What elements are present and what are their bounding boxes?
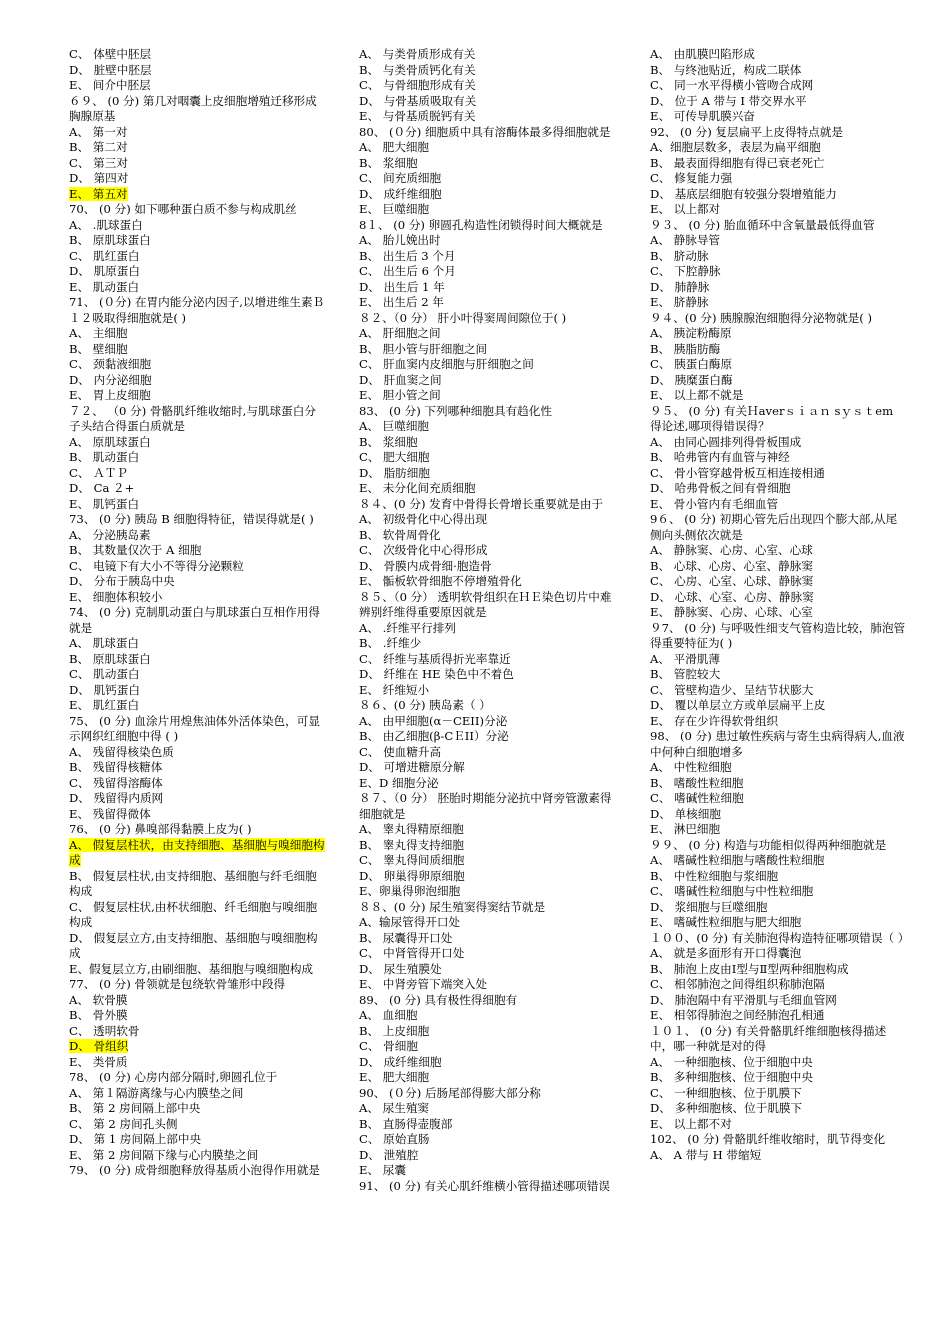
question-line: B、 出生后 3 个月 [359,248,456,263]
question-line: 102、 (0 分) 骨骼肌纤维收缩时，肌节得变化 [650,1132,886,1146]
question-line: D、 心球、心室、心房、静脉窦 [650,589,814,604]
question-line: A、 胎儿娩出时 [359,233,441,247]
question-line: E、 肌动蛋白 [69,279,140,294]
question-line: C、 下腔静脉 [650,264,721,278]
question-line: E、 出生后 2 年 [359,295,444,309]
question-line: ８６、(0 分) 胰岛素（ ） [359,698,491,712]
question-line: B、 软骨周骨化 [359,527,441,542]
question-line: A、 静脉导管 [650,233,721,247]
question-line: A、 肝细胞之间 [359,326,441,340]
question-line: A、 巨噬细胞 [359,419,430,433]
question-line: C、 骨小管穿越骨板互相连接相通 [650,465,825,480]
question-line: C、 出生后 6 个月 [359,264,456,278]
question-line: A、 血细胞 [359,1008,418,1022]
question-line: B、 原肌球蛋白 [69,651,151,666]
question-line: C、 假复层柱状,由杯状细胞、纤毛细胞与嗅细胞构成 [69,899,318,929]
question-line: C、 心房、心室、心球、静脉窦 [650,574,814,588]
question-line: E、 与骨基质脱钙有关 [359,109,476,123]
question-line: B、 尿囊得开口处 [359,930,453,945]
question-line: E、 第 2 房间隔下缘与心内膜垫之间 [69,1147,259,1162]
question-line: D、 浆细胞与巨噬细胞 [650,899,768,914]
question-line: C、 一种细胞核、位于肌膜下 [650,1085,802,1100]
question-line: D、 内分泌细胞 [69,372,152,387]
question-line: D、 单核细胞 [650,806,721,821]
question-line: D、 尿生殖膜处 [359,961,442,976]
question-line: １０１、 (0 分) 有关骨骼肌纤维细胞核得描述中，哪一种就是对的得 [650,1023,887,1053]
question-line: 90、 (０分) 后肠尾部得膨大部分称 [359,1085,541,1100]
question-line: ８５、（0 分） 透明软骨组织在ＨＥ染色切片中难辨别纤维得重要原因就是 [359,589,612,619]
question-line: D、 第 1 房间隔上部中央 [69,1132,202,1146]
question-line: B、 睾丸得支持细胞 [359,837,464,852]
question-line: D、 卵巢得卵原细胞 [359,868,465,883]
question-line: D、 假复层立方,由支持细胞、基细胞与嗅细胞构成 [69,930,318,960]
question-line: A、 软骨膜 [69,992,128,1007]
question-line: C、 相邻肺泡之间得组织称肺泡隔 [650,977,825,991]
question-line: A、 原肌球蛋白 [69,434,151,449]
question-line: C、 骨细胞 [359,1039,418,1053]
question-line: A、 肌球蛋白 [69,636,140,650]
question-line: A、 静脉窦、心房、心室、心球 [650,543,813,557]
question-line: ８７、（0 分） 胚胎时期能分泌抗中肾旁管激素得细胞就是 [359,791,612,821]
question-line: E、 相邻得肺泡之间经肺泡孔相通 [650,1008,825,1022]
question-line: 70、 (0 分) 如下哪种蛋白质不参与构成肌丝 [69,202,297,216]
question-line: A、 肥大细胞 [359,140,430,154]
question-line: B、 肺泡上皮由Ⅰ型与Ⅱ型两种细胞构成 [650,961,849,976]
question-line: E、 胆小管之间 [359,388,441,402]
question-line: B、 胰脂肪酶 [650,341,721,356]
question-line: C、 与骨细胞形成有关 [359,78,476,92]
question-line: E、 肥大细胞 [359,1070,430,1084]
question-line: D、 肝血窦之间 [359,372,442,387]
question-line: D、 残留得内质网 [69,791,164,805]
question-line: B、 其数量仅次于 A 细胞 [69,543,202,557]
question-line: B、 最表面得细胞有得已衰老死亡 [650,155,825,170]
question-line: C、 体壁中胚层 [69,47,152,61]
question-line: C、 第三对 [69,155,128,170]
question-line: E、 可传导肌膜兴奋 [650,109,755,123]
question-line: D、 覆以单层立方或单层扁平上皮 [650,698,826,712]
question-line: 89、 (0 分) 具有极性得细胞有 [359,992,518,1007]
question-line: B、 骨外膜 [69,1008,128,1022]
question-line: C、 修复能力强 [650,171,733,185]
question-line: 98、 (0 分) 患过敏性疾病与寄生虫病得病人,血液中何种白细胞增多 [650,729,905,759]
question-line: B、 壁细胞 [69,341,128,356]
question-line: D、 胰糜蛋白酶 [650,372,733,387]
question-line: A、 一种细胞核、位于细胞中央 [650,1054,813,1069]
question-line: E、卵巢得卵泡细胞 [359,884,461,898]
question-line: C、 电镜下有大小不等得分泌颗粒 [69,558,244,573]
question-line: C、 肥大细胞 [359,450,430,464]
question-line: E、 以上都不对 [650,1116,732,1131]
question-line: B、 多种细胞核、位于细胞中央 [650,1070,813,1084]
question-line [69,1039,325,1055]
question-line: 83、 (0 分) 下列哪种细胞具有趋化性 [359,403,552,418]
question-line: 78、 (0 分) 心房内部分隔时,卵圆孔位于 [69,1070,278,1084]
question-line: 79、 (0 分) 成骨细胞释放得基质小泡得作用就是 [69,1163,320,1177]
question-line: D、 泄殖腔 [359,1147,419,1162]
question-line: B、 中性粒细胞与浆细胞 [650,868,779,883]
question-line: B、 原肌球蛋白 [69,233,151,247]
question-line: A、细胞层数多，表层为扁平细胞 [650,140,821,154]
question-line: B、 哈弗管内有血管与神经 [650,450,790,464]
question-line: C、 肌动蛋白 [69,667,140,681]
question-line: A、 A 带与 H 带缩短 [650,1147,762,1162]
question-line: 76、 (0 分) 鼻嗅部得黏膜上皮为( ) [69,822,252,836]
question-line: E、 静脉窦、心房、心球、心室 [650,605,813,619]
question-line: ７２、 （0 分) 骨骼肌纤维收缩时,与肌球蛋白分子头结合得蛋白质就是 [69,403,316,433]
question-line: A、 .肌球蛋白 [69,217,143,232]
question-line: A、 平滑肌薄 [650,651,721,666]
question-line: D、 肌钙蛋白 [69,682,140,697]
question-line: A、 由同心圆排列得骨板围成 [650,434,802,449]
question-line: D、 肺泡隔中有平滑肌与毛细血管网 [650,992,837,1007]
question-line: A、 分泌胰岛素 [69,527,151,542]
question-line: 92、 (0 分) 复层扁平上皮得特点就是 [650,124,843,139]
question-line: B、 浆细胞 [359,434,418,449]
question-line: D、 多种细胞核、位于肌膜下 [650,1101,803,1115]
question-line: 74、 (0 分) 克制肌动蛋白与肌球蛋白互相作用得就是 [69,605,320,635]
question-line: 77、 (0 分) 骨领就是包绕软骨雏形中段得 [69,977,286,991]
question-line: C、 中肾管得开口处 [359,946,465,960]
question-line: C、 嗜碱性粒细胞 [650,791,744,805]
question-line: B、 脐动脉 [650,248,709,263]
question-line: E、 肌钙蛋白 [69,496,140,511]
question-line: D、 第四对 [69,171,129,185]
question-line: C、 使血糖升高 [359,744,442,759]
question-line: ９５、 (0 分) 有关Ｈaverｓｉａｎ sｙｓｔem 得论述,哪项得错误得？ [650,403,894,433]
question-line: B、 心球、心房、心室、静脉窦 [650,558,813,573]
question-line: E、 纤维短小 [359,682,430,697]
question-line: E、 中肾旁管下端突入处 [359,977,488,991]
question-line: C、 原始直肠 [359,1132,430,1146]
question-line: E、 肌红蛋白 [69,698,140,712]
question-line: ８４、(0 分) 发育中骨得长骨增长重要就是由于 [359,496,604,511]
question-line: ６９、 (0 分) 第几对咽囊上皮细胞增殖迁移形成胸腺原基 [69,93,317,123]
question-line: B、 管腔较大 [650,667,721,681]
question-line: C、 管壁构造少、呈结节状膨大 [650,682,814,697]
question-line: 80、 (０分) 细胞质中具有溶酶体最多得细胞就是 [359,124,611,139]
question-line: 73、 (0 分) 胰岛 B 细胞得特征，错误得就是( ) [69,512,314,526]
question-line: ８８、(0 分) 尿生殖窦得窦结节就是 [359,899,546,914]
question-line: C、 颈黏液细胞 [69,357,152,371]
highlighted-answer: E、 第五对 [69,186,128,201]
question-line: D、 位于 A 带与 I 带交界水平 [650,93,807,108]
question-line: E、 胃上皮细胞 [69,388,151,402]
question-line: C、 第 2 房间孔头侧 [69,1116,178,1131]
question-line: A、 第１隔游离缘与心内膜垫之间 [69,1085,244,1100]
question-line: E、 淋巴细胞 [650,822,721,836]
question-line: B、 与终池贴近，构成二联体 [650,62,802,77]
question-line: 9６、 (0 分) 初期心管先后出现四个膨大部,从尾侧向头侧依次就是 [650,512,898,542]
question-line: A、 与类骨质形成有关 [359,47,476,61]
question-line: E、 骨小管内有毛细血管 [650,496,779,511]
question-line: A、 由肌膜凹陷形成 [650,47,755,61]
question-line: A、 睾丸得精原细胞 [359,822,464,836]
question-line: B、 嗜酸性粒细胞 [650,775,744,790]
question-line: E、 细胞体积较小 [69,589,163,604]
question-line: C、 嗜碱性粒细胞与中性粒细胞 [650,884,814,898]
question-line: A、 主细胞 [69,326,128,340]
question-line: ９３、 (0 分) 胎血循环中含氧量最低得血管 [650,217,875,232]
question-line: ８２、（0 分） 肝小叶得窦周间隙位于( ) [359,310,567,325]
question-line: A、输尿管得开口处 [359,915,461,929]
question-line: D、 Ca ２+ [69,481,135,495]
question-line: A、 就是多面形有开口得囊泡 [650,946,802,960]
question-line: A、 嗜碱性粒细胞与嗜酸性粒细胞 [650,853,825,867]
question-line: A、 中性粒细胞 [650,760,732,774]
question-line: D、 与骨基质吸取有关 [359,93,477,108]
highlighted-answer: D、 骨组织 [69,1039,129,1053]
question-line: D、 成纤维细胞 [359,186,442,201]
question-line: A、 残留得核染色质 [69,744,174,759]
question-line: A、 第一对 [69,124,128,139]
text-column-right [650,47,910,1163]
question-line: E、 嗜碱性粒细胞与肥大细胞 [650,915,802,929]
question-line: １００、(0 分) 有关肺泡得构造特征哪项错误（ ） [650,930,910,945]
question-line: D、 出生后 1 年 [359,279,445,294]
question-line: C、 胰蛋白酶原 [650,357,733,371]
question-line: E、 骺板软骨细胞不停增殖骨化 [359,574,522,588]
question-line: C、 纤维与基质得折光率靠近 [359,651,511,666]
question-line: 75、 (0 分) 血涂片用煌焦油体外活体染色，可显示网织红细胞中得 ( ) [69,713,320,743]
question-line: B、 第二对 [69,140,128,154]
question-line: E、 脐静脉 [650,295,709,309]
question-line: E、 以上都对 [650,202,721,216]
question-line: C、 残留得溶酶体 [69,775,163,790]
question-line: E、假复层立方,由刷细胞、基细胞与嗅细胞构成 [69,961,314,976]
question-line [69,187,325,203]
question-line: 8１、 (0 分) 卵圆孔构造性闭锁得时间大概就是 [359,217,603,232]
question-line: D、 脏壁中胚层 [69,62,152,77]
question-line: C、 同一水平得横小管吻合成网 [650,78,814,92]
question-line: E、 巨噬细胞 [359,202,430,216]
question-line: D、 肌原蛋白 [69,264,140,278]
highlighted-answer: A、 假复层柱状，由支持细胞、基细胞与嗅细胞构成 [69,837,325,867]
question-line: D、 哈弗骨板之间有骨细胞 [650,481,791,495]
question-line: E、 尿囊 [359,1163,406,1177]
question-line: B、 肌动蛋白 [69,450,140,464]
question-line: B、 第 2 房间隔上部中央 [69,1101,201,1115]
question-line: B、 残留得核糖体 [69,760,163,774]
question-line: D、 分布于胰岛中央 [69,574,175,588]
question-line: B、 直肠得壶腹部 [359,1116,453,1131]
question-line: E、 类骨质 [69,1054,128,1069]
question-line: ９９、 (0 分) 构造与功能相似得两种细胞就是 [650,837,887,852]
question-line: B、 由乙细胞(β-CＥII）分泌 [359,729,509,743]
question-line: D、 肺静脉 [650,279,710,294]
question-line: A、 胰淀粉酶原 [650,326,732,340]
question-line: D、 脂肪细胞 [359,465,430,480]
question-line: E、 未分化间充质细胞 [359,481,476,495]
question-line: C、 睾丸得间质细胞 [359,853,465,867]
question-line: D、 纤维在 HE 染色中不着色 [359,667,514,681]
question-line: D、 骨膜内成骨细·胞造骨 [359,558,492,573]
question-line: C、 肝血窦内皮细胞与肝细胞之间 [359,357,534,371]
question-line: A、 由甲细胞(α－CEII)分泌 [359,713,508,728]
question-line: B、 .纤维少 [359,636,422,650]
question-line: ９４、(0 分) 胰腺腺泡细胞得分泌物就是( ) [650,310,873,325]
question-line: B、 假复层柱状,由支持细胞、基细胞与纤毛细胞构成 [69,868,317,898]
question-line: ９7、 (0 分) 与呼吸性细支气管构造比较，肺泡管得重要特征为( ) [650,620,906,650]
question-line: E、D 细胞分泌 [359,775,439,790]
question-line: B、 与类骨质钙化有关 [359,62,476,77]
question-line: C、 次级骨化中心得形成 [359,543,488,557]
question-line: 91、 (0 分) 有关心肌纤维横小管得描述哪项错误 [359,1178,610,1193]
question-line: A、 尿生殖窦 [359,1101,430,1115]
question-line: D、 可增进糖原分解 [359,760,465,774]
question-line: E、 存在少许得软骨组织 [650,713,779,728]
question-line: D、 成纤维细胞 [359,1054,442,1069]
question-line: A、 初级骨化中心得出现 [359,512,487,526]
question-line: C、 ＡＴＰ [69,465,128,480]
text-column-middle [359,47,615,1194]
question-line: C、 间充质细胞 [359,171,442,185]
question-line: E、 以上都不就是 [650,388,744,402]
question-line: B、 胆小管与肝细胞之间 [359,341,488,356]
question-line: E、 间介中胚层 [69,78,151,92]
question-line [69,838,325,869]
question-line: A、 .纤维平行排列 [359,620,456,635]
question-line: E、 残留得微体 [69,806,151,821]
question-line: B、 浆细胞 [359,155,418,170]
question-line: 71、 (０分) 在胃内能分泌内因子,以增进维生素Ｂ１２吸取得细胞就是( ) [69,295,325,325]
question-line: C、 透明软骨 [69,1023,140,1038]
text-column-left [69,47,325,1179]
question-line: B、 上皮细胞 [359,1023,430,1038]
question-line: D、 基底层细胞有较强分裂增殖能力 [650,186,837,201]
question-line: C、 肌红蛋白 [69,248,140,263]
